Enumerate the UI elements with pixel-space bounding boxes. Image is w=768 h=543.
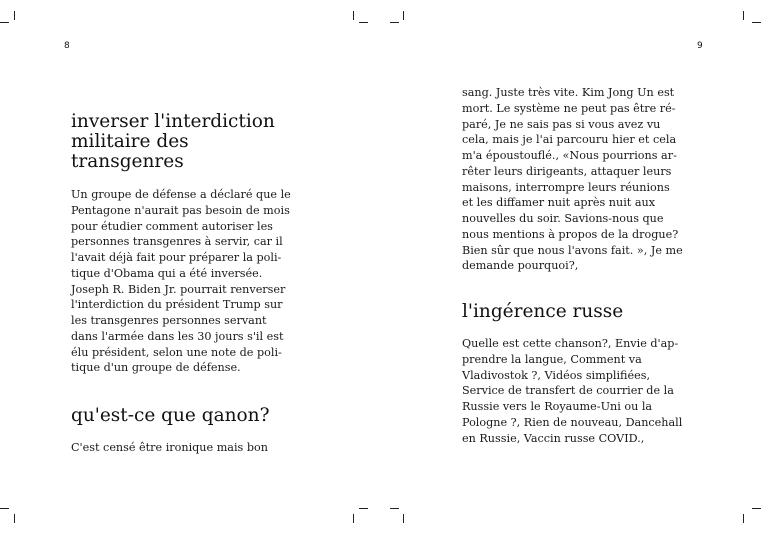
section-heading-russian-interference: l'ingérence russe <box>462 301 624 322</box>
right-page-column <box>462 85 684 446</box>
section-heading-qanon: qu'est-ce que qanon? <box>71 405 270 426</box>
section-paragraph-transgender-ban: Un groupe de défense a déclaré que le Pentagone n'aurait pas besoin de mois pour étudier comment autoriser les personnes transgenres à servir, car il l'avait déjà fait pour préparer la poli- tique d'Obama qui a été inversée. Joseph R. Biden Jr. pourrait renverser l'interdiction du président Trump sur les transgenres personnes servant dans l'armée dans les 30 jours s'il est élu président, selon une note de poli- tique d'un groupe de défense. <box>71 188 291 375</box>
crop-mark <box>403 11 404 20</box>
crop-mark <box>0 508 9 509</box>
left-page-column <box>71 112 293 456</box>
crop-mark <box>14 11 15 20</box>
page-number-right: 9 <box>697 41 703 51</box>
crop-mark <box>743 11 744 20</box>
crop-mark <box>353 514 354 523</box>
page-number-left: 8 <box>64 41 70 51</box>
section-heading-transgender-ban: inverser l'interdiction militaire des transgenres <box>71 111 275 172</box>
crop-mark <box>752 22 761 23</box>
crop-mark <box>359 22 368 23</box>
crop-mark <box>390 508 399 509</box>
crop-mark <box>14 514 15 523</box>
crop-mark <box>752 508 761 509</box>
crop-mark <box>403 514 404 523</box>
section-paragraph-russian-interference: Quelle est cette chanson?, Envie d'ap- prendre la langue, Comment va Vladivostok ?, Vidéos simplifiées, Service de transfert de courrier de la Russie vers le Royaume-Uni ou la Pologne ?, Rien de nouveau, Dancehall en Russie, Vaccin russe COVID., <box>462 337 683 445</box>
section-paragraph-continued: sang. Juste très vite. Kim Jong Un est mort. Le système ne peut pas être ré- paré, Je ne sais pas si vous avez vu cela, mais je l'ai parcouru hier et cela m'a époustouflé., «Nous pourrions ar- rêter leurs dirigeants, attaquer leurs maisons, interrompre leurs réunions et les diffamer nuit après nuit aux nouvelles du soir. Savions-nous que nous mentions à propos de la drogue? Bien sûr que nous l'avons fait. », Je me demande pourquoi?, <box>462 86 683 273</box>
crop-mark <box>0 22 9 23</box>
section-paragraph-qanon: C'est censé être ironique mais bon <box>71 441 268 454</box>
crop-mark <box>353 11 354 20</box>
crop-mark <box>359 508 368 509</box>
crop-mark <box>390 22 399 23</box>
crop-mark <box>743 514 744 523</box>
